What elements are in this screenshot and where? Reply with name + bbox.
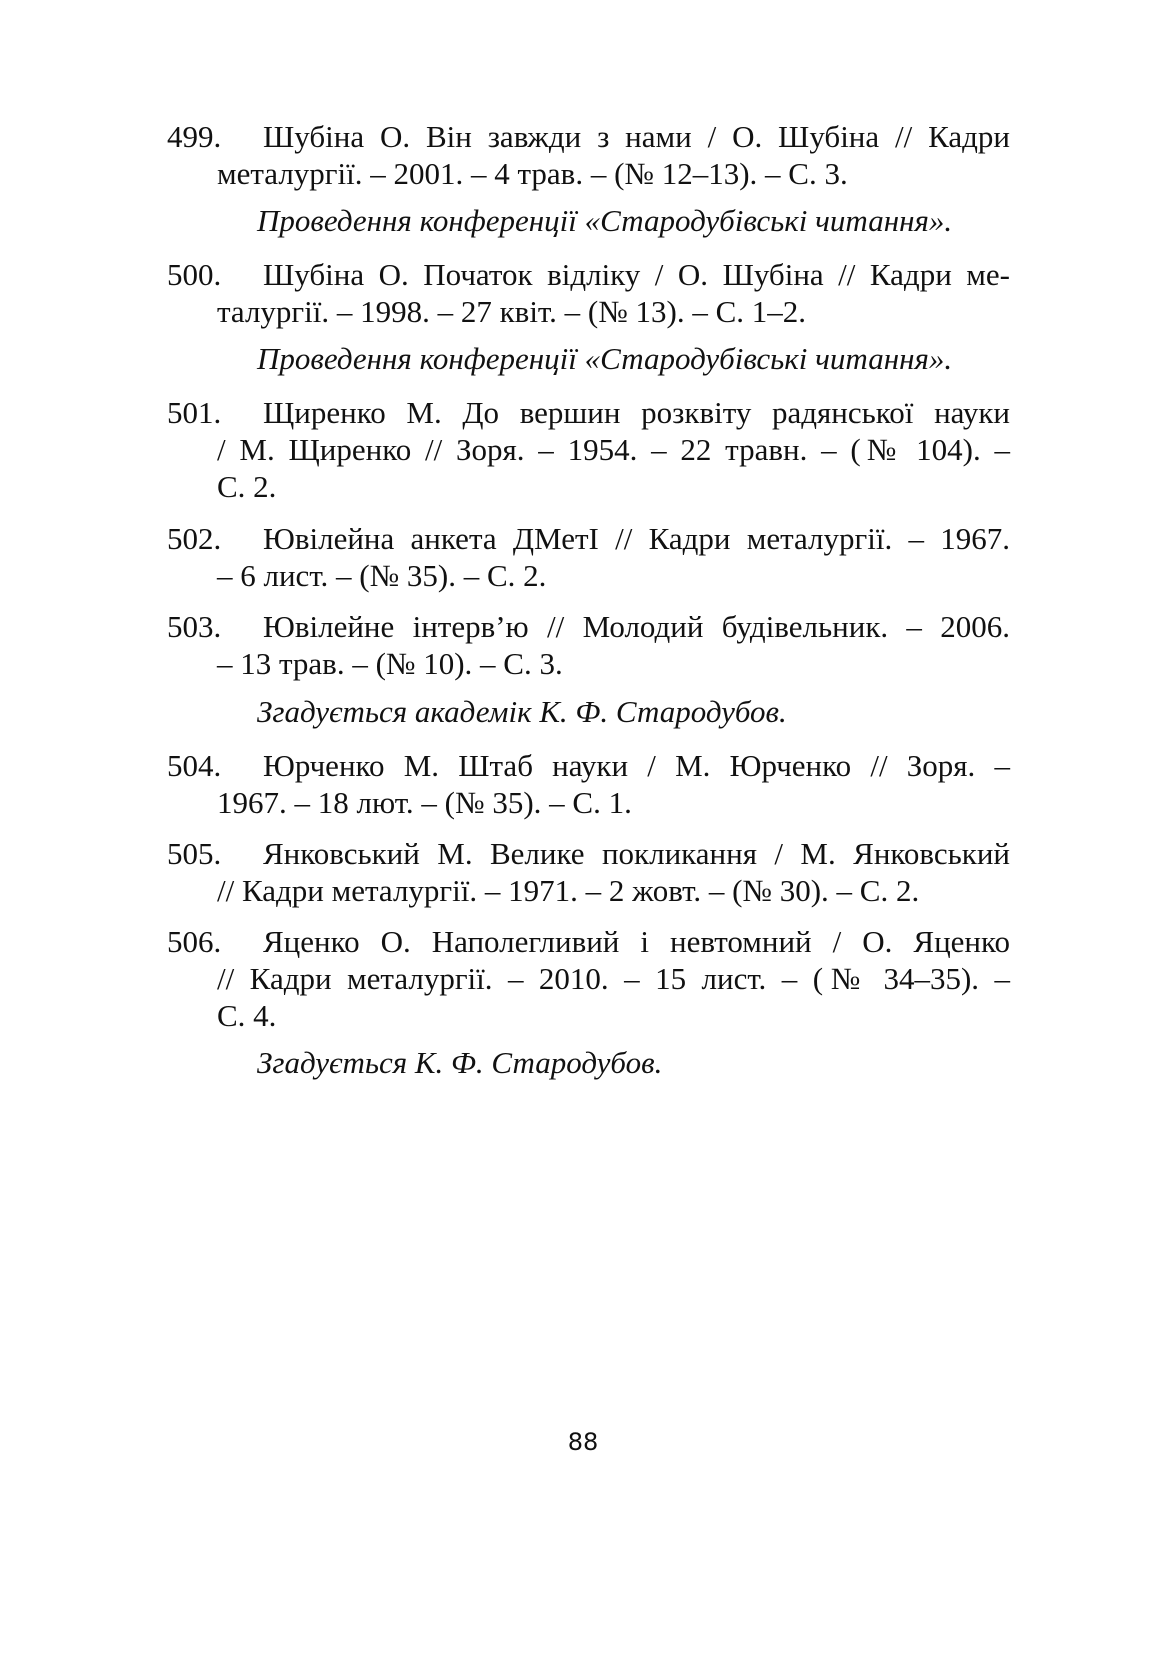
entry-text-line: Ювілейне інтерв’ю // Молодий будівельник. – 2006. [263,609,1010,644]
entry-annotation: Проведення конференції «Стародубівські читання». [257,203,953,238]
entry-number: 503. [167,609,222,644]
entry-text-line: Ювілейна анкета ДМетІ // Кадри металургії. – 1967. [263,521,1010,556]
entry-annotation: Згадується академік К. Ф. Стародубов. [257,694,787,729]
entry-text-line: Юрченко М. Штаб науки / М. Юрченко // Зоря. – [263,748,1010,783]
entry-text-line: – 13 трав. – (№ 10). – С. 3. [217,646,563,681]
entry-number: 500. [167,257,222,292]
entry-text-line: Шубіна О. Початок відліку / О. Шубіна // Кадри ме- [263,257,1010,292]
entry-number: 504. [167,748,222,783]
entry-text-line: С. 4. [217,998,277,1033]
entry-text-line: талургії. – 1998. – 27 квіт. – (№ 13). – С. 1–2. [217,294,807,329]
entry-text-line: // Кадри металургії. – 2010. – 15 лист. – (№ 34–35). – [217,961,1010,996]
bibliography-entry [167,608,1010,682]
bibliography-entry [167,923,1010,1034]
entry-text-line: / М. Щиренко // Зоря. – 1954. – 22 травн. – (№ 104). – [217,432,1010,467]
bibliography-entry [167,394,1010,505]
entry-text-line: – 6 лист. – (№ 35). – С. 2. [217,558,547,593]
entry-annotation: Проведення конференції «Стародубівські читання». [257,341,953,376]
entry-text-line: // Кадри металургії. – 1971. – 2 жовт. – (№ 30). – С. 2. [217,873,920,908]
entry-text-line: металургії. – 2001. – 4 трав. – (№ 12–13). – С. 3. [217,156,848,191]
bibliography-entry [167,747,1010,821]
bibliography-entry [167,835,1010,909]
entry-text-line: Щиренко М. До вершин розквіту радянської науки [263,395,1010,430]
entry-text-line: Шубіна О. Він завжди з нами / О. Шубіна // Кадри [263,119,1010,154]
entry-number: 502. [167,521,222,556]
entry-text-line: Янковський М. Велике покликання / М. Янковський [263,836,1010,871]
bibliography-entry [167,520,1010,594]
entry-number: 499. [167,119,222,154]
entry-annotation: Згадується К. Ф. Стародубов. [257,1045,663,1080]
entry-text-line: С. 2. [217,469,277,504]
page-number: 88 [567,1428,599,1456]
entry-text-line: Яценко О. Наполегливий і невтомний / О. Яценко [263,924,1010,959]
entry-number: 506. [167,924,222,959]
entry-text-line: 1967. – 18 лют. – (№ 35). – С. 1. [217,785,632,820]
bibliography-entry [167,118,1010,192]
entry-number: 501. [167,395,222,430]
entry-number: 505. [167,836,222,871]
bibliography-entry [167,256,1010,330]
